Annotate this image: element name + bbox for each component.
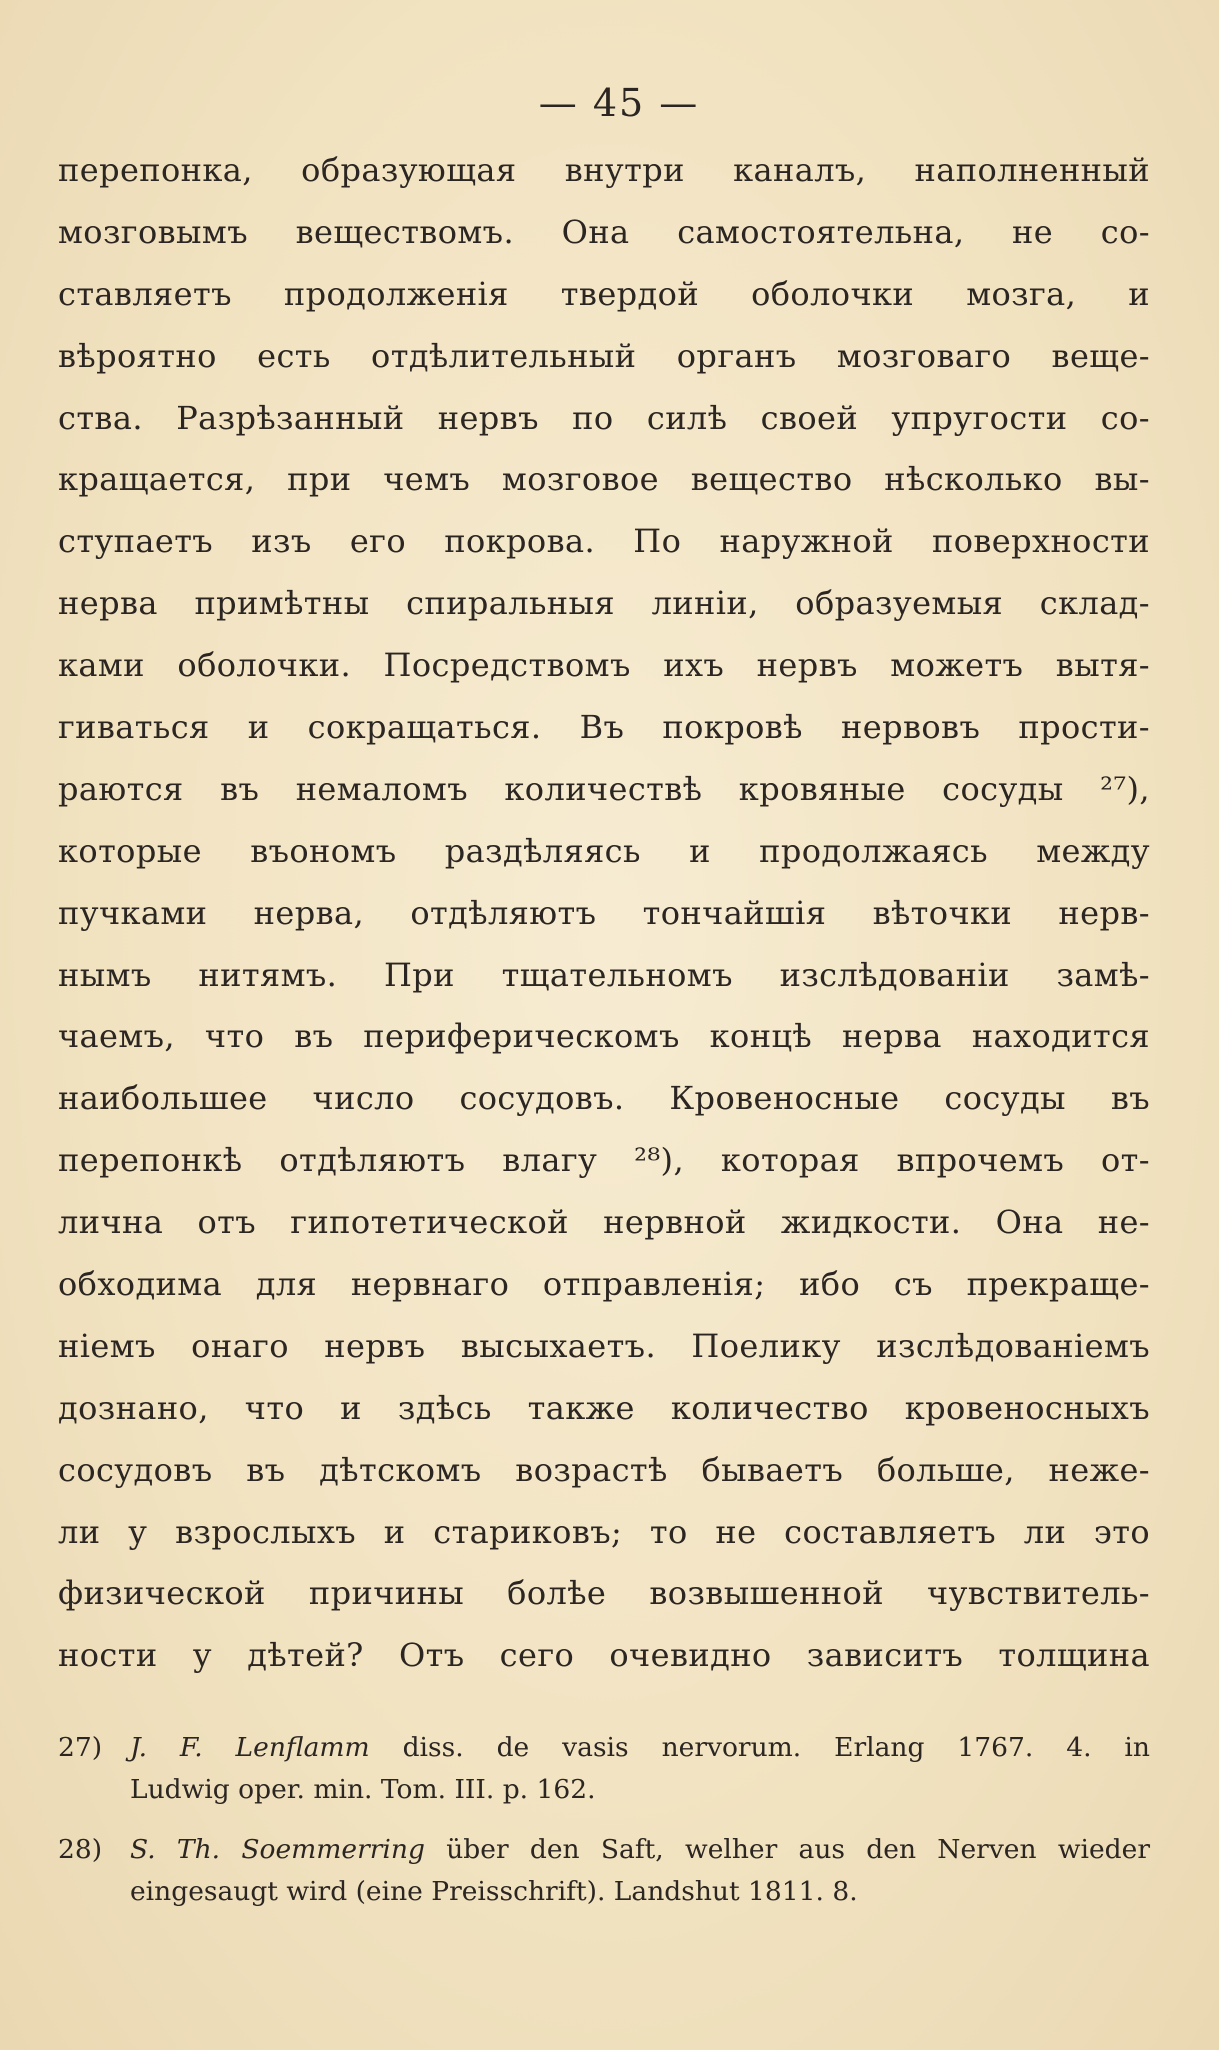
text-line: кращается, при чемъ мозговое вещество нѣсколько вы- — [58, 460, 1150, 499]
footnote-number: 28) — [58, 1834, 103, 1866]
text-line: раются въ немаломъ количествѣ кровяные сосуды ²⁷), — [58, 769, 1150, 808]
footnote-author: J. F. Lenflamm — [130, 1732, 370, 1764]
footnote-text: über den Saft, welher aus den Nerven wieder — [446, 1834, 1150, 1866]
footnote-number: 27) — [58, 1732, 103, 1764]
footnote-line — [130, 1829, 1150, 1871]
text-line: нымъ нитямъ. При тщательномъ изслѣдованіи замѣ- — [58, 955, 1150, 994]
text-line: лична отъ гипотетической нервной жидкости. Она не- — [58, 1203, 1150, 1242]
text-line: сосудовъ въ дѣтскомъ возрастѣ бываетъ больше, неже- — [58, 1450, 1150, 1489]
text-line: чаемъ, что въ периферическомъ концѣ нерва находится — [58, 1017, 1150, 1056]
footnotes — [58, 1727, 1150, 1913]
text-line: вѣроятно есть отдѣлительный органъ мозговаго веще- — [58, 336, 1150, 375]
text-line: пучками нерва, отдѣляютъ тончайшія вѣточки нерв- — [58, 893, 1150, 932]
text-line: гиваться и сокращаться. Въ покровѣ нервовъ прости- — [58, 708, 1150, 747]
text-line: ставляетъ продолженія твердой оболочки мозга, и — [58, 274, 1150, 313]
text-line: ками оболочки. Посредствомъ ихъ нервъ можетъ вытя- — [58, 646, 1150, 685]
text-line: перепонка, образующая внутри каналъ, наполненный — [58, 151, 1150, 189]
footnote-author: S. Th. Soemmerring — [130, 1834, 425, 1866]
text-line: нерва примѣтны спиральныя линіи, образуемыя склад- — [58, 584, 1150, 623]
text-line: дознано, что и здѣсь также количество кровеносныхъ — [58, 1388, 1150, 1427]
text-line: ніемъ онаго нервъ высыхаетъ. Поелику изслѣдованіемъ — [58, 1326, 1150, 1365]
text-line: ства. Разрѣзанный нервъ по силѣ своей упругости со- — [58, 398, 1150, 437]
footnote-line: Ludwig oper. min. Tom. III. p. 162. — [130, 1774, 596, 1806]
footnote-text: diss. de vasis nervorum. Erlang 1767. 4. in — [402, 1732, 1150, 1764]
text-line: мозговымъ веществомъ. Она самостоятельна, не со- — [58, 212, 1150, 251]
text-line: наибольшее число сосудовъ. Кровеносные сосуды въ — [58, 1079, 1150, 1118]
text-line: ступаетъ изъ его покрова. По наружной поверхности — [58, 522, 1150, 561]
footnote — [58, 1727, 1150, 1811]
text-line: обходима для нервнаго отправленія; ибо съ прекраще- — [58, 1265, 1150, 1304]
text-line: перепонкѣ отдѣляютъ влагу ²⁸), которая впрочемъ от- — [58, 1141, 1150, 1180]
footnote-line: eingesaugt wird (eine Preisschrift). Landshut 1811. 8. — [130, 1876, 858, 1908]
book-page — [58, 80, 1150, 1931]
text-line: которые въономъ раздѣляясь и продолжаясь между — [58, 831, 1150, 870]
footnote-line — [130, 1727, 1150, 1769]
text-line: ности у дѣтей? Отъ сего очевидно зависитъ толщина — [58, 1636, 1150, 1675]
footnote — [58, 1829, 1150, 1913]
page-number: — 45 — — [538, 81, 700, 125]
body-text — [58, 140, 1150, 1687]
text-line: физической причины болѣе возвышенной чувствитель- — [58, 1574, 1150, 1613]
text-line: ли у взрослыхъ и стариковъ; то не составляетъ ли это — [58, 1512, 1150, 1551]
